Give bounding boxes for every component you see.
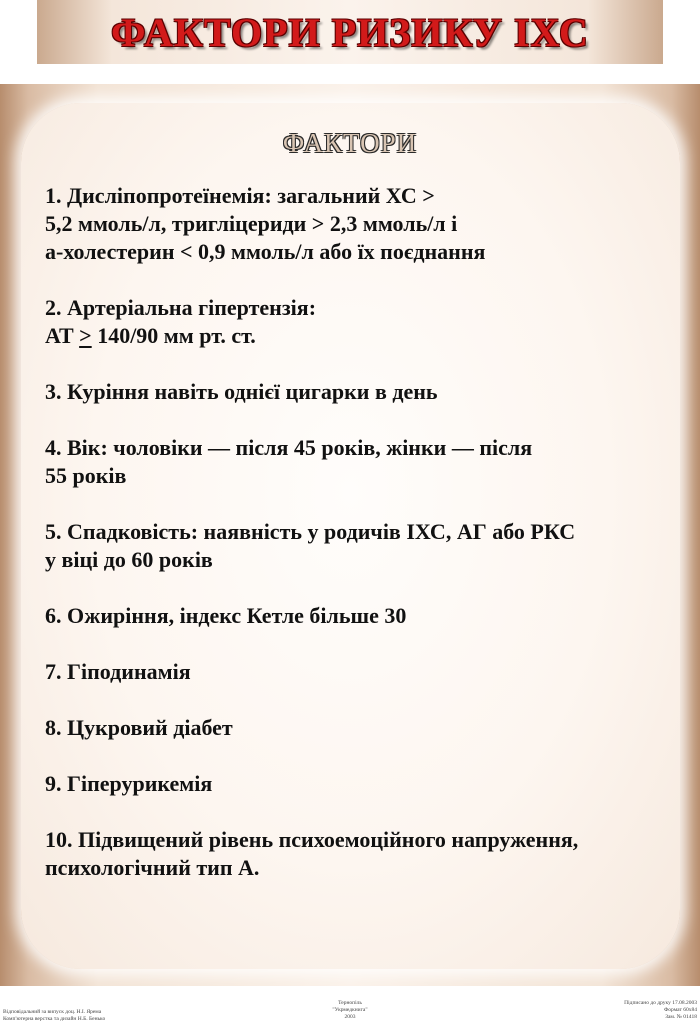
imprint-line: Зам. № 01418 — [665, 1014, 697, 1020]
factor-line: 9. Гіперурикемія — [45, 771, 213, 796]
poster-title: ФАКТОРИ РИЗИКУ ІХС — [111, 9, 589, 55]
factor-item-4 — [45, 434, 675, 490]
factor-item-1 — [45, 182, 675, 266]
factor-item-9 — [45, 770, 675, 798]
imprint-line: Комп'ютерна верстка та дизайн Н.Б. Бенько — [3, 1016, 106, 1022]
factor-item-7 — [45, 658, 675, 686]
title-banner — [37, 0, 663, 64]
factor-line: 4. Вік: чоловіки — після 45 років, жінки — після — [45, 435, 533, 460]
imprint-line: "Укрмедкнига" — [332, 1007, 368, 1013]
imprint-line: Тернопіль — [338, 1000, 362, 1006]
imprint-print-info — [624, 1000, 697, 1021]
factor-line: у віці до 60 років — [45, 547, 213, 572]
factor-item-2 — [45, 294, 675, 350]
imprint-publisher — [0, 1000, 700, 1021]
factor-item-6 — [45, 602, 675, 630]
factor-item-10 — [45, 826, 675, 882]
factor-line: 8. Цукровий діабет — [45, 715, 233, 740]
bp-prefix: АТ — [45, 323, 80, 348]
factor-line: 1. Дисліпопротеїнемія: загальний ХС > — [45, 183, 435, 208]
factor-line: 3. Куріння навіть однієї цигарки в день — [45, 379, 438, 404]
factor-line: 5. Спадковість: наявність у родичів ІХС, АГ або РКС — [45, 519, 576, 544]
factor-line: 10. Підвищений рівень психоемоційного напруження, — [45, 827, 579, 852]
greater-or-equal-sign: > — [79, 323, 92, 348]
factor-line: 6. Ожиріння, індекс Кетле більше 30 — [45, 603, 407, 628]
factor-item-8 — [45, 714, 675, 742]
factor-line: а-холестерин < 0,9 ммоль/л або їх поєднання — [45, 239, 486, 264]
factor-line: 7. Гіподинамія — [45, 659, 191, 684]
factor-item-3 — [45, 378, 675, 406]
imprint-line: Відповідальний за випуск доц. Н.І. Ярема — [3, 1009, 102, 1015]
imprint-footer — [0, 999, 700, 1024]
imprint-line: Формат 60х84 — [663, 1007, 697, 1013]
blood-pressure-line — [45, 322, 675, 350]
section-heading: ФАКТОРИ — [282, 128, 418, 158]
factor-line: 2. Артеріальна гіпертензія: — [45, 295, 317, 320]
imprint-line: Підписано до друку 17.08.2003 — [624, 1000, 697, 1006]
factor-line: 5,2 ммоль/л, тригліцериди > 2,3 ммоль/л і — [45, 211, 458, 236]
factor-list — [45, 182, 675, 910]
factor-line: психологічний тип А. — [45, 855, 260, 880]
bp-value: 140/90 мм рт. ст. — [91, 323, 256, 348]
factor-line: 55 років — [45, 463, 127, 488]
factor-item-5 — [45, 518, 675, 574]
imprint-line: 2003 — [344, 1014, 356, 1020]
